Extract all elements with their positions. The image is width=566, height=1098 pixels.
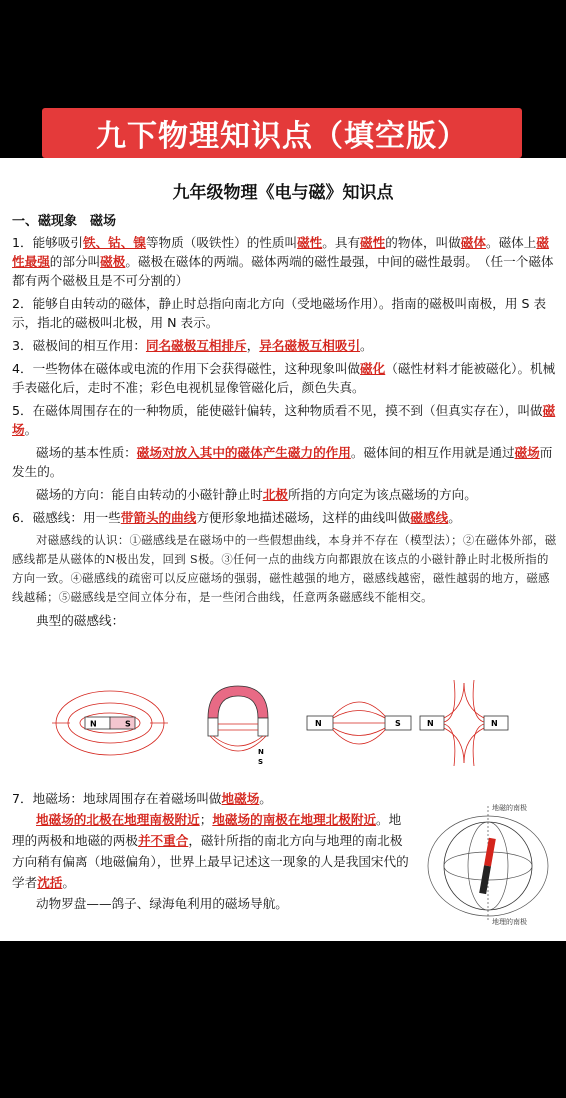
horseshoe-s-label: S — [258, 758, 264, 766]
paragraph-7-detail: 地磁场的北极在地理南极附近；地磁场的南极在地理北极附近。地理的两极和地磁的两极并不重合，磁针所指的南北方向与地理的南北极方向稍有偏离（地磁偏角），世界上最早记述这一现象的人是我国宋代的学者沈括。 — [12, 812, 409, 890]
earth-magnetic-field-figure — [418, 798, 556, 928]
geo-bottom-label: 地理的南极 — [492, 918, 527, 926]
horseshoe-magnet-figure — [198, 678, 278, 768]
repel-n1-label: N — [427, 719, 434, 728]
paragraph-6: 6．磁感线：用一些带箭头的曲线方便形象地描述磁场，这样的曲线叫做磁感线。 — [12, 510, 461, 525]
paragraph-2: 2．能够自由转动的磁体，静止时总指向南北方向（受地磁场作用）。指南的磁极叫南极，用 S 表示，指北的磁极叫北极，用 N 表示。 — [12, 296, 547, 330]
paragraph-4: 4．一些物体在磁体或电流的作用下会获得磁性，这种现象叫做磁化（磁性材料才能被磁化）。机械手表磁化后，走时不准；彩色电视机显像管磁化后，颜色失真。 — [12, 361, 556, 395]
paragraph-5-direction: 磁场的方向：能自由转动的小磁针静止时北极所指的方向定为该点磁场的方向。 — [36, 487, 477, 502]
paragraph-7: 7．地磁场：地球周围存在着磁场叫做地磁场。 — [12, 791, 272, 806]
repel-n2-label: N — [491, 719, 498, 728]
horseshoe-n-label: N — [258, 748, 264, 756]
paragraph-3: 3．磁极间的相互作用：同名磁极互相排斥，异名磁极互相吸引。 — [12, 338, 373, 353]
bar-s-label: S — [125, 719, 131, 729]
document-title: 九年级物理《电与磁》知识点 — [172, 183, 394, 203]
field-line-figures — [50, 678, 510, 768]
repelling-poles-figure — [418, 678, 510, 768]
title-banner — [42, 108, 522, 158]
document-body — [12, 212, 557, 634]
typical-field-lines-label: 典型的磁感线： — [36, 613, 125, 628]
paragraph-5: 5．在磁体周围存在的一种物质，能使磁针偏转，这种物质看不见，摸不到（但真实存在），叫做磁场。 — [12, 403, 556, 437]
document-page — [0, 158, 566, 941]
paragraph-1: 1．能够吸引铁、钴、镍等物质（吸铁性）的性质叫磁性。具有磁性的物体，叫做磁体。磁体上磁性最强的部分叫磁极。磁极在磁体的两端。磁体两端的磁性最强，中间的磁性最弱。 （任一个磁体都有两个磁极且是不可分割的） — [12, 235, 554, 288]
paragraph-7-compass: 动物罗盘——鸽子、绿海龟利用的磁场导航。 — [36, 896, 288, 911]
paragraph-5-property: 磁场的基本性质：磁场对放入其中的磁体产生磁力的作用。磁体间的相互作用就是通过磁场而发生的。 — [12, 445, 553, 479]
geomagnetic-section — [12, 788, 412, 914]
geo-top-label: 地磁的南极 — [492, 804, 527, 812]
attract-s-label: S — [395, 719, 401, 728]
attract-n-label: N — [315, 719, 322, 728]
field-line-notes: 对磁感线的认识：①磁感线是在磁场中的一些假想曲线，本身并不存在（模型法）；②在磁体外部，磁感线都是从磁体的N极出发，回到 S极。③任何一点的曲线方向都跟放在该点的小磁针静止时北极所指的方向一致。④磁感线的疏密可以反应磁场的强弱，磁性越强的地方，磁感线越密，磁性越弱的地方，磁感线越稀；⑤磁感线是空间立体分布，是一些闭合曲线，任意两条磁感线不能相交。 — [12, 533, 557, 604]
banner-title: 九下物理知识点（填空版） — [96, 119, 468, 154]
bar-n-label: N — [90, 719, 97, 729]
section-heading: 一、磁现象 磁场 — [12, 214, 117, 229]
attracting-poles-figure — [305, 678, 415, 768]
bar-magnet-figure — [50, 678, 170, 768]
